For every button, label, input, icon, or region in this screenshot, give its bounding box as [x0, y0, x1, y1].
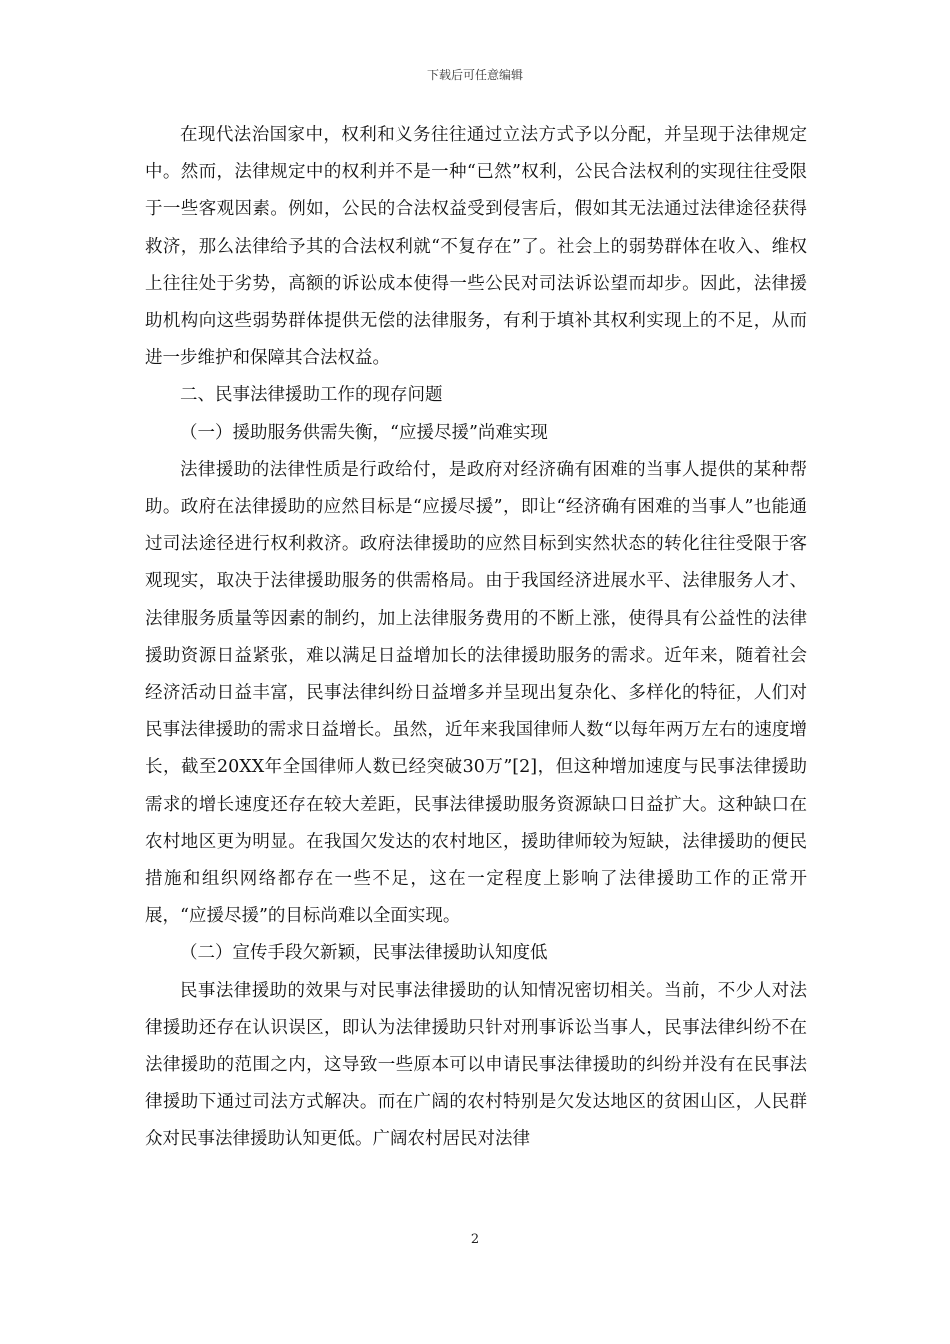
paragraph-supply-demand: 法律援助的法律性质是行政给付，是政府对经济确有困难的当事人提供的某种帮助。政府在法律援助的应然目标是“应援尽援”，即让“经济确有困难的当事人”也能通过司法途径进行权利救济。政府法律援助的应然目标到实然状态的转化往往受限于客观现实，取决于法律援助服务的供需格局。由于我国经济进展水平、法律服务人才、法律服务质量等因素的制约，加上法律服务费用的不断上涨，使得具有公益性的法律援助资源日益紧张，难以满足日益增加长的法律援助服务的需求。近年来，随着社会经济活动日益丰富，民事法律纠纷日益增多并呈现出复杂化、多样化的特征，人们对民事法律援助的需求日益增长。虽然，近年来我国律师人数“以每年两万左右的速度增长，截至20XX年全国律师人数已经突破30万”[2]，但这种增加速度与民事法律援助需求的增长速度还存在较大差距，民事法律援助服务资源缺口日益扩大。这种缺口在农村地区更为明显。在我国欠发达的农村地区，援助律师较为短缺，法律援助的便民措施和组织网络都存在一些不足，这在一定程度上影响了法律援助工作的正常开展，“应援尽援”的目标尚难以全面实现。	[145, 459, 807, 927]
page-number: 2	[470, 1232, 480, 1247]
document-body	[145, 117, 807, 1159]
section-heading-current-problems: 二、民事法律援助工作的现存问题	[180, 385, 443, 406]
paragraph-rights-realization: 在现代法治国家中，权利和义务往往通过立法方式予以分配，并呈现于法律规定中。然而，法律规定中的权利并不是一种“已然”权利，公民合法权利的实现往往受限于一些客观因素。例如，公民的合法权益受到侵害后，假如其无法通过法律途径获得救济，那么法律给予其的合法权利就“不复存在”了。社会上的弱势群体在收入、维权上往往处于劣势，高额的诉讼成本使得一些公民对司法诉讼望而却步。因此，法律援助机构向这些弱势群体提供无偿的法律服务，有利于填补其权利实现上的不足，从而进一步维护和保障其合法权益。	[145, 125, 807, 369]
subsection-heading-supply-demand: （一）援助服务供需失衡，“应援尽援”尚难实现	[180, 422, 548, 443]
subsection-heading-publicity: （二）宣传手段欠新颖，民事法律援助认知度低	[180, 943, 548, 964]
paragraph-publicity: 民事法律援助的效果与对民事法律援助的认知情况密切相关。当前，不少人对法律援助还存在认识误区，即认为法律援助只针对刑事诉讼当事人，民事法律纠纷不在法律援助的范围之内，这导致一些原本可以申请民事法律援助的纠纷并没有在民事法律援助下通过司法方式解决。而在广阔的农村特别是欠发达地区的贫困山区，人民群众对民事法律援助认知更低。广阔农村居民对法律	[145, 980, 807, 1150]
page-header: 下载后可任意编辑	[426, 68, 523, 82]
